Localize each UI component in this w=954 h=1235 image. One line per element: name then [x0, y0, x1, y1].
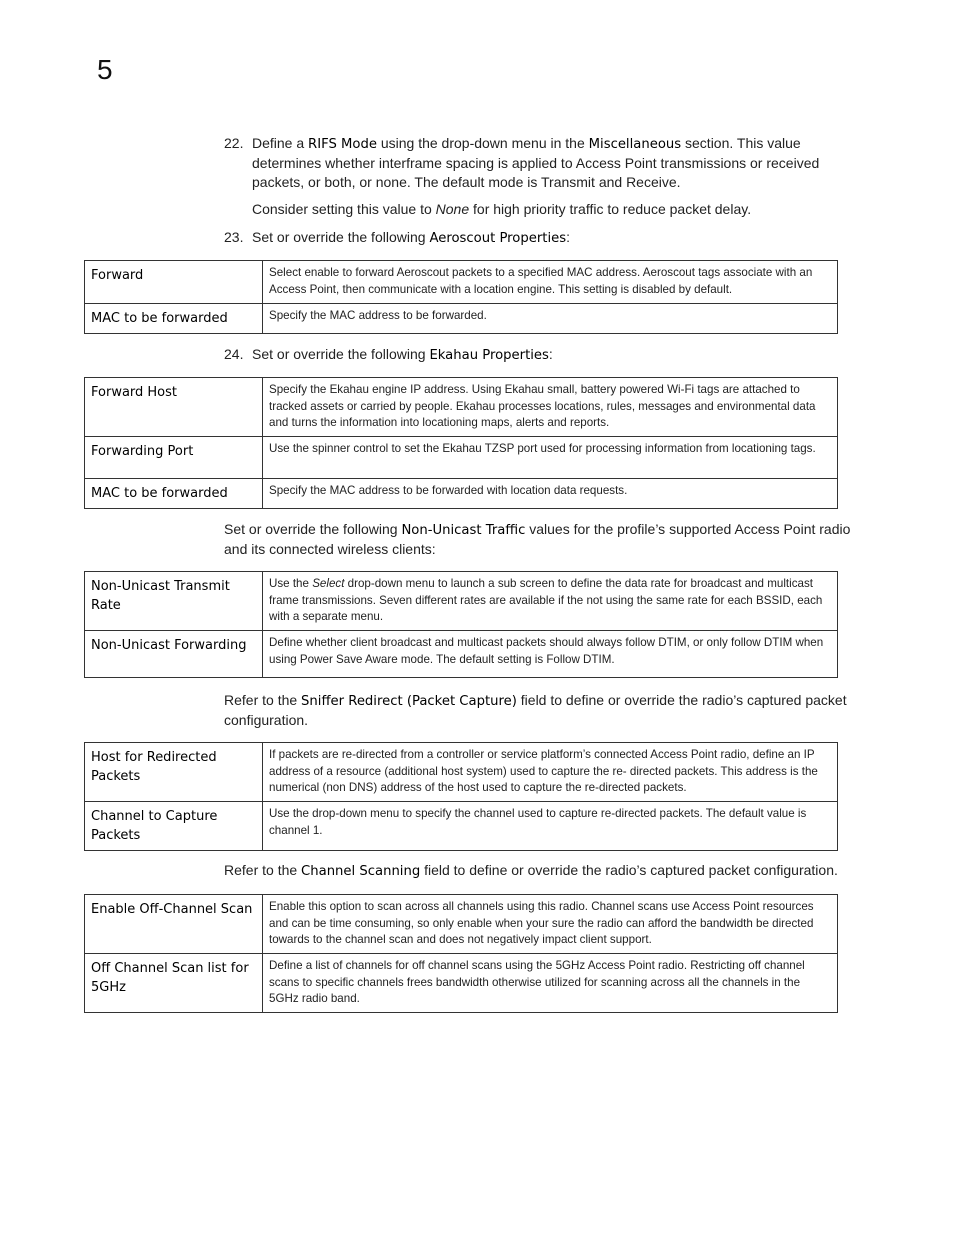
step-22-note: Consider setting this value to None for high priority traffic to reduce packet delay. [252, 201, 752, 217]
channel-scanning-table [84, 894, 838, 1013]
ui-term: Ekahau Properties [429, 348, 549, 363]
field-description: Select enable to forward Aeroscout packets to a specified MAC address. Aeroscout tags associate with an Access Point, then communicate with a location engine. This setting is disabled by default. [263, 261, 838, 304]
field-description: Use the Select drop-down menu to launch a sub screen to define the data rate for broadcast and multicast frame transmissions. Seven different rates are available if the not using the same rate for each BSSID, each with a separate menu. [263, 572, 838, 631]
field-description: Enable this option to scan across all channels using this radio. Channel scans use Access Point resources and can be time consuming, so only enable when your sure the radio can afford the bandwidth be directed towards to the channel scan and does not negatively impact client support. [263, 895, 838, 954]
field-description: Specify the MAC address to be forwarded. [263, 304, 838, 334]
field-name: Forward [85, 261, 263, 304]
table-row [85, 479, 838, 509]
field-description: Use the spinner control to set the Ekahau TZSP port used for processing information from locationing tags. [263, 437, 838, 479]
field-name: Non-Unicast Forwarding [85, 631, 263, 678]
non-unicast-traffic-table [84, 571, 838, 678]
sniffer-intro: Refer to the Sniffer Redirect (Packet Capture) field to define or override the radio’s captured packet configuration. [224, 692, 847, 728]
step-text: Define a RIFS Mode using the drop-down menu in the Miscellaneous section. This value determines whether interframe spacing is applied to Access Point transmissions or received packets, or both, or none. The default mode is Transmit and Receive. [252, 135, 820, 190]
table-row [85, 261, 838, 304]
table-row [85, 304, 838, 334]
step-24 [224, 345, 864, 365]
aeroscout-properties-table [84, 260, 838, 334]
field-description: Use the drop-down menu to specify the channel used to capture re-directed packets. The default value is channel 1. [263, 802, 838, 851]
field-description: If packets are re-directed from a controller or service platform’s connected Access Point radio, define an IP address of a resource (additional host system) used to capture the re- directed packets. This address is the numerical (non DNS) address of the host used to capture the re-directed packets. [263, 743, 838, 802]
field-name: Off Channel Scan list for 5GHz [85, 954, 263, 1013]
ui-term: Sniffer Redirect (Packet Capture) [301, 694, 517, 709]
field-description: Define whether client broadcast and multicast packets should always follow DTIM, or only follow DTIM when using Power Save Aware mode. The default setting is Follow DTIM. [263, 631, 838, 678]
table-row [85, 437, 838, 479]
step-text: Set or override the following Ekahau Properties: [252, 346, 553, 363]
non-unicast-intro: Set or override the following Non-Unicast Traffic values for the profile’s supported Access Point radio and its connected wireless clients: [224, 521, 851, 557]
field-name: Channel to Capture Packets [85, 802, 263, 851]
field-description: Specify the MAC address to be forwarded with location data requests. [263, 479, 838, 509]
step-number: 22. [224, 135, 244, 151]
field-name: Host for Redirected Packets [85, 743, 263, 802]
table-row [85, 802, 838, 851]
field-name: Forwarding Port [85, 437, 263, 479]
channel-scanning-intro: Refer to the Channel Scanning field to define or override the radio’s captured packet configuration. [224, 862, 838, 879]
table-row [85, 378, 838, 437]
ui-term: Miscellaneous [588, 137, 682, 152]
step-22 [224, 134, 864, 192]
ui-term: Aeroscout Properties [429, 231, 567, 246]
field-name: MAC to be forwarded [85, 304, 263, 334]
table-row [85, 743, 838, 802]
step-text: Set or override the following Aeroscout Properties: [252, 229, 570, 246]
field-name: Forward Host [85, 378, 263, 437]
ui-term: RIFS Mode [308, 137, 377, 152]
field-description: Specify the Ekahau engine IP address. Using Ekahau small, battery powered Wi-Fi tags are attached to tracked assets or carried by people. Ekahau processes locations, rules, messages and environmental data and turns the information into locationing maps, alerts and reports. [263, 378, 838, 437]
ekahau-properties-table [84, 377, 838, 509]
field-name: Enable Off-Channel Scan [85, 895, 263, 954]
field-description: Define a list of channels for off channel scans using the 5GHz Access Point radio. Restricting off channel scans to specific channels frees bandwidth otherwise utilized for scanning across all the channels in the 5GHz radio band. [263, 954, 838, 1013]
step-23 [224, 228, 864, 248]
table-row [85, 631, 838, 678]
ui-term: Channel Scanning [301, 864, 421, 879]
step-number: 23. [224, 229, 244, 245]
ui-term: Non-Unicast Traffic [401, 523, 526, 538]
step-number: 24. [224, 346, 244, 362]
field-name: MAC to be forwarded [85, 479, 263, 509]
table-row [85, 572, 838, 631]
sniffer-redirect-table [84, 742, 838, 851]
chapter-number: 5 [97, 54, 113, 85]
table-row [85, 954, 838, 1013]
table-row [85, 895, 838, 954]
field-name: Non-Unicast Transmit Rate [85, 572, 263, 631]
